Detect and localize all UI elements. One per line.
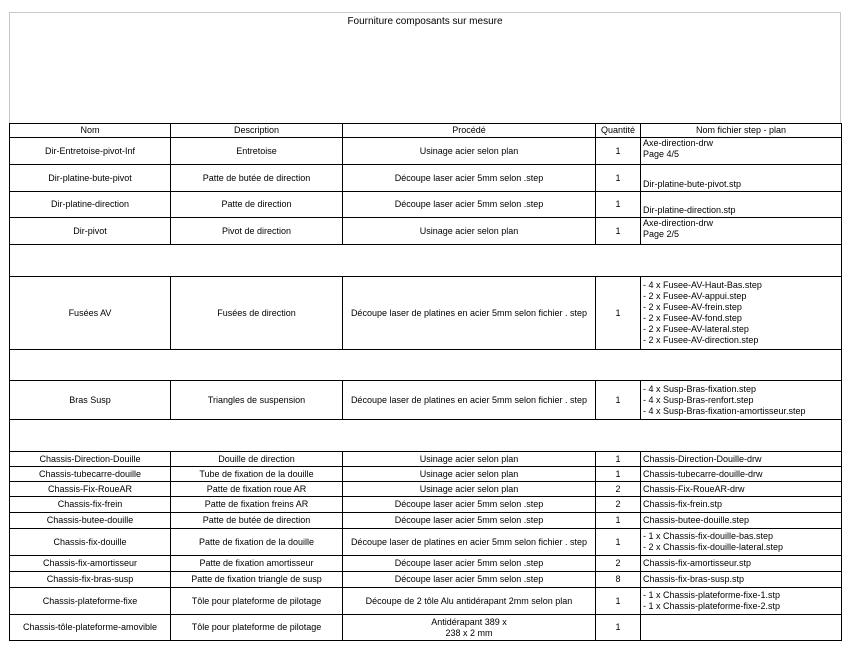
cell-procede: Découpe laser de platines en acier 5mm selon fichier . step bbox=[343, 529, 596, 556]
fichier-line: Dir-platine-bute-pivot.stp bbox=[643, 179, 742, 189]
cell-procede: Découpe laser acier 5mm selon .step bbox=[343, 572, 596, 588]
fichier-line: Axe-direction-drw bbox=[643, 218, 714, 228]
cell-description: Patte de fixation triangle de susp bbox=[171, 572, 343, 588]
cell-nom: Chassis-fix-douille bbox=[10, 529, 171, 556]
cell-procede: Découpe laser acier 5mm selon .step bbox=[343, 497, 596, 513]
fichier-line: Page 2/5 bbox=[643, 229, 680, 239]
cell-fichier bbox=[641, 513, 842, 529]
cell-nom: Chassis-fix-frein bbox=[10, 497, 171, 513]
cell-procede: Usinage acier selon plan bbox=[343, 452, 596, 467]
fichier-line: - 2 x Fusee-AV-lateral.step bbox=[643, 324, 749, 334]
table-row bbox=[10, 529, 842, 556]
cell-fichier bbox=[641, 556, 842, 572]
cell-description: Entretoise bbox=[171, 138, 343, 165]
empty-row bbox=[10, 350, 842, 381]
cell-quantite: 1 bbox=[596, 513, 641, 529]
cell-nom: Bras Susp bbox=[10, 381, 171, 420]
cell-fichier bbox=[641, 572, 842, 588]
cell-nom: Chassis-fix-amortisseur bbox=[10, 556, 171, 572]
fichier-line: Chassis-butee-douille.step bbox=[643, 515, 750, 525]
empty-row bbox=[10, 420, 842, 452]
header-description: Description bbox=[171, 124, 343, 138]
cell-nom: Chassis-Fix-RoueAR bbox=[10, 482, 171, 497]
cell-procede: Usinage acier selon plan bbox=[343, 467, 596, 482]
table-row bbox=[10, 556, 842, 572]
cell-procede: Découpe laser de platines en acier 5mm selon fichier . step bbox=[343, 381, 596, 420]
fichier-line: - 4 x Susp-Bras-fixation.step bbox=[643, 383, 757, 394]
cell-fichier bbox=[641, 138, 842, 165]
table-row bbox=[10, 381, 842, 420]
cell-description: Patte de fixation amortisseur bbox=[171, 556, 343, 572]
fichier-line: - 2 x Fusee-AV-frein.step bbox=[643, 302, 742, 312]
cell-procede: Découpe de 2 tôle Alu antidérapant 2mm selon plan bbox=[343, 588, 596, 615]
cell-description: Triangles de suspension bbox=[171, 381, 343, 420]
cell-nom: Dir-platine-direction bbox=[10, 192, 171, 218]
cell-nom: Fusées AV bbox=[10, 277, 171, 350]
cell-quantite: 1 bbox=[596, 615, 641, 641]
table-row bbox=[10, 467, 842, 482]
cell-fichier bbox=[641, 615, 842, 641]
fichier-line: - 4 x Susp-Bras-fixation-amortisseur.step bbox=[643, 405, 806, 416]
fichier-line: Page 4/5 bbox=[643, 149, 680, 159]
cell-quantite: 1 bbox=[596, 452, 641, 467]
cell-quantite: 1 bbox=[596, 529, 641, 556]
cell-quantite: 1 bbox=[596, 138, 641, 165]
cell-procede: Usinage acier selon plan bbox=[343, 138, 596, 165]
fichier-line: - 2 x Chassis-fix-douille-lateral.step bbox=[643, 542, 784, 552]
cell-quantite: 1 bbox=[596, 588, 641, 615]
cell-quantite: 2 bbox=[596, 482, 641, 497]
cell-description: Tôle pour plateforme de pilotage bbox=[171, 588, 343, 615]
table-row bbox=[10, 277, 842, 350]
header-nom: Nom bbox=[10, 124, 171, 138]
components-table bbox=[9, 123, 842, 641]
header-procede: Procédé bbox=[343, 124, 596, 138]
cell-nom: Chassis-butee-douille bbox=[10, 513, 171, 529]
fichier-line: Dir-platine-direction.stp bbox=[643, 205, 736, 215]
cell-description: Patte de fixation de la douille bbox=[171, 529, 343, 556]
cell-nom: Dir-pivot bbox=[10, 218, 171, 245]
fichier-line: - 4 x Fusee-AV-Haut-Bas.step bbox=[643, 280, 762, 290]
cell-fichier bbox=[641, 529, 842, 556]
cell-quantite: 2 bbox=[596, 556, 641, 572]
header-row bbox=[10, 124, 842, 138]
table-row bbox=[10, 497, 842, 513]
cell-fichier bbox=[641, 192, 842, 218]
cell-description: Patte de butée de direction bbox=[171, 513, 343, 529]
cell-description: Patte de butée de direction bbox=[171, 165, 343, 192]
cell-description: Patte de direction bbox=[171, 192, 343, 218]
cell-procede: Découpe laser acier 5mm selon .step bbox=[343, 192, 596, 218]
fichier-line: Chassis-fix-amortisseur.stp bbox=[643, 558, 752, 568]
cell-nom: Chassis-tubecarre-douille bbox=[10, 467, 171, 482]
cell-procede: Usinage acier selon plan bbox=[343, 218, 596, 245]
cell-quantite: 2 bbox=[596, 497, 641, 513]
fichier-line: Chassis-Direction-Douille-drw bbox=[643, 453, 762, 464]
cell-fichier bbox=[641, 452, 842, 467]
empty-cell bbox=[10, 245, 842, 277]
cell-fichier bbox=[641, 482, 842, 497]
cell-quantite: 1 bbox=[596, 467, 641, 482]
table-row bbox=[10, 452, 842, 467]
cell-quantite: 1 bbox=[596, 381, 641, 420]
fichier-line: Chassis-fix-bras-susp.stp bbox=[643, 574, 745, 584]
cell-nom: Dir-platine-bute-pivot bbox=[10, 165, 171, 192]
table-row bbox=[10, 192, 842, 218]
cell-procede: Découpe laser acier 5mm selon .step bbox=[343, 513, 596, 529]
fichier-line: Axe-direction-drw bbox=[643, 138, 714, 148]
fichier-line: Chassis-fix-frein.stp bbox=[643, 499, 723, 509]
procede-line: Antidérapant 389 x 238 x 2 mm bbox=[431, 616, 507, 638]
fichier-line: - 1 x Chassis-fix-douille-bas.step bbox=[643, 531, 774, 541]
fichier-line: - 1 x Chassis-plateforme-fixe-2.stp bbox=[643, 601, 781, 611]
header-fichier: Nom fichier step - plan bbox=[641, 124, 842, 138]
cell-fichier bbox=[641, 381, 842, 420]
sheet-title bbox=[9, 12, 841, 123]
cell-fichier bbox=[641, 588, 842, 615]
fichier-line: - 1 x Chassis-plateforme-fixe-1.stp bbox=[643, 590, 781, 600]
cell-description: Fusées de direction bbox=[171, 277, 343, 350]
cell-quantite: 1 bbox=[596, 192, 641, 218]
table-row bbox=[10, 513, 842, 529]
table-row bbox=[10, 588, 842, 615]
table-row bbox=[10, 138, 842, 165]
cell-description: Tube de fixation de la douille bbox=[171, 467, 343, 482]
cell-description: Pivot de direction bbox=[171, 218, 343, 245]
empty-row bbox=[10, 245, 842, 277]
cell-quantite: 8 bbox=[596, 572, 641, 588]
cell-fichier bbox=[641, 165, 842, 192]
cell-fichier bbox=[641, 277, 842, 350]
cell-nom: Dir-Entretoise-pivot-Inf bbox=[10, 138, 171, 165]
sheet-title-text: Fourniture composants sur mesure bbox=[347, 16, 503, 27]
cell-procede: Découpe laser acier 5mm selon .step bbox=[343, 165, 596, 192]
cell-description: Tôle pour plateforme de pilotage bbox=[171, 615, 343, 641]
cell-description: Patte de fixation freins AR bbox=[171, 497, 343, 513]
fichier-line: Chassis-Fix-RoueAR-drw bbox=[643, 483, 745, 494]
cell-fichier bbox=[641, 497, 842, 513]
cell-quantite: 1 bbox=[596, 277, 641, 350]
cell-procede: Découpe laser de platines en acier 5mm selon fichier . step bbox=[343, 277, 596, 350]
cell-fichier bbox=[641, 218, 842, 245]
fichier-line: - 2 x Fusee-AV-direction.step bbox=[643, 335, 759, 345]
table-row bbox=[10, 615, 842, 641]
table-row bbox=[10, 218, 842, 245]
spreadsheet-sheet bbox=[9, 12, 841, 641]
empty-cell bbox=[10, 350, 842, 381]
cell-quantite: 1 bbox=[596, 218, 641, 245]
table-row bbox=[10, 165, 842, 192]
fichier-line: Chassis-tubecarre-douille-drw bbox=[643, 468, 763, 479]
fichier-line: - 2 x Fusee-AV-appui.step bbox=[643, 291, 747, 301]
cell-nom: Chassis-tôle-plateforme-amovible bbox=[10, 615, 171, 641]
cell-description: Patte de fixation roue AR bbox=[171, 482, 343, 497]
cell-procede bbox=[343, 615, 596, 641]
cell-nom: Chassis-plateforme-fixe bbox=[10, 588, 171, 615]
cell-procede: Découpe laser acier 5mm selon .step bbox=[343, 556, 596, 572]
cell-quantite: 1 bbox=[596, 165, 641, 192]
table-row bbox=[10, 572, 842, 588]
header-quantite: Quantité bbox=[596, 124, 641, 138]
cell-procede: Usinage acier selon plan bbox=[343, 482, 596, 497]
cell-description: Douille de direction bbox=[171, 452, 343, 467]
fichier-line: - 2 x Fusee-AV-fond.step bbox=[643, 313, 742, 323]
empty-cell bbox=[10, 420, 842, 452]
cell-nom: Chassis-fix-bras-susp bbox=[10, 572, 171, 588]
table-row bbox=[10, 482, 842, 497]
cell-fichier bbox=[641, 467, 842, 482]
fichier-line: - 4 x Susp-Bras-renfort.step bbox=[643, 394, 754, 405]
cell-nom: Chassis-Direction-Douille bbox=[10, 452, 171, 467]
